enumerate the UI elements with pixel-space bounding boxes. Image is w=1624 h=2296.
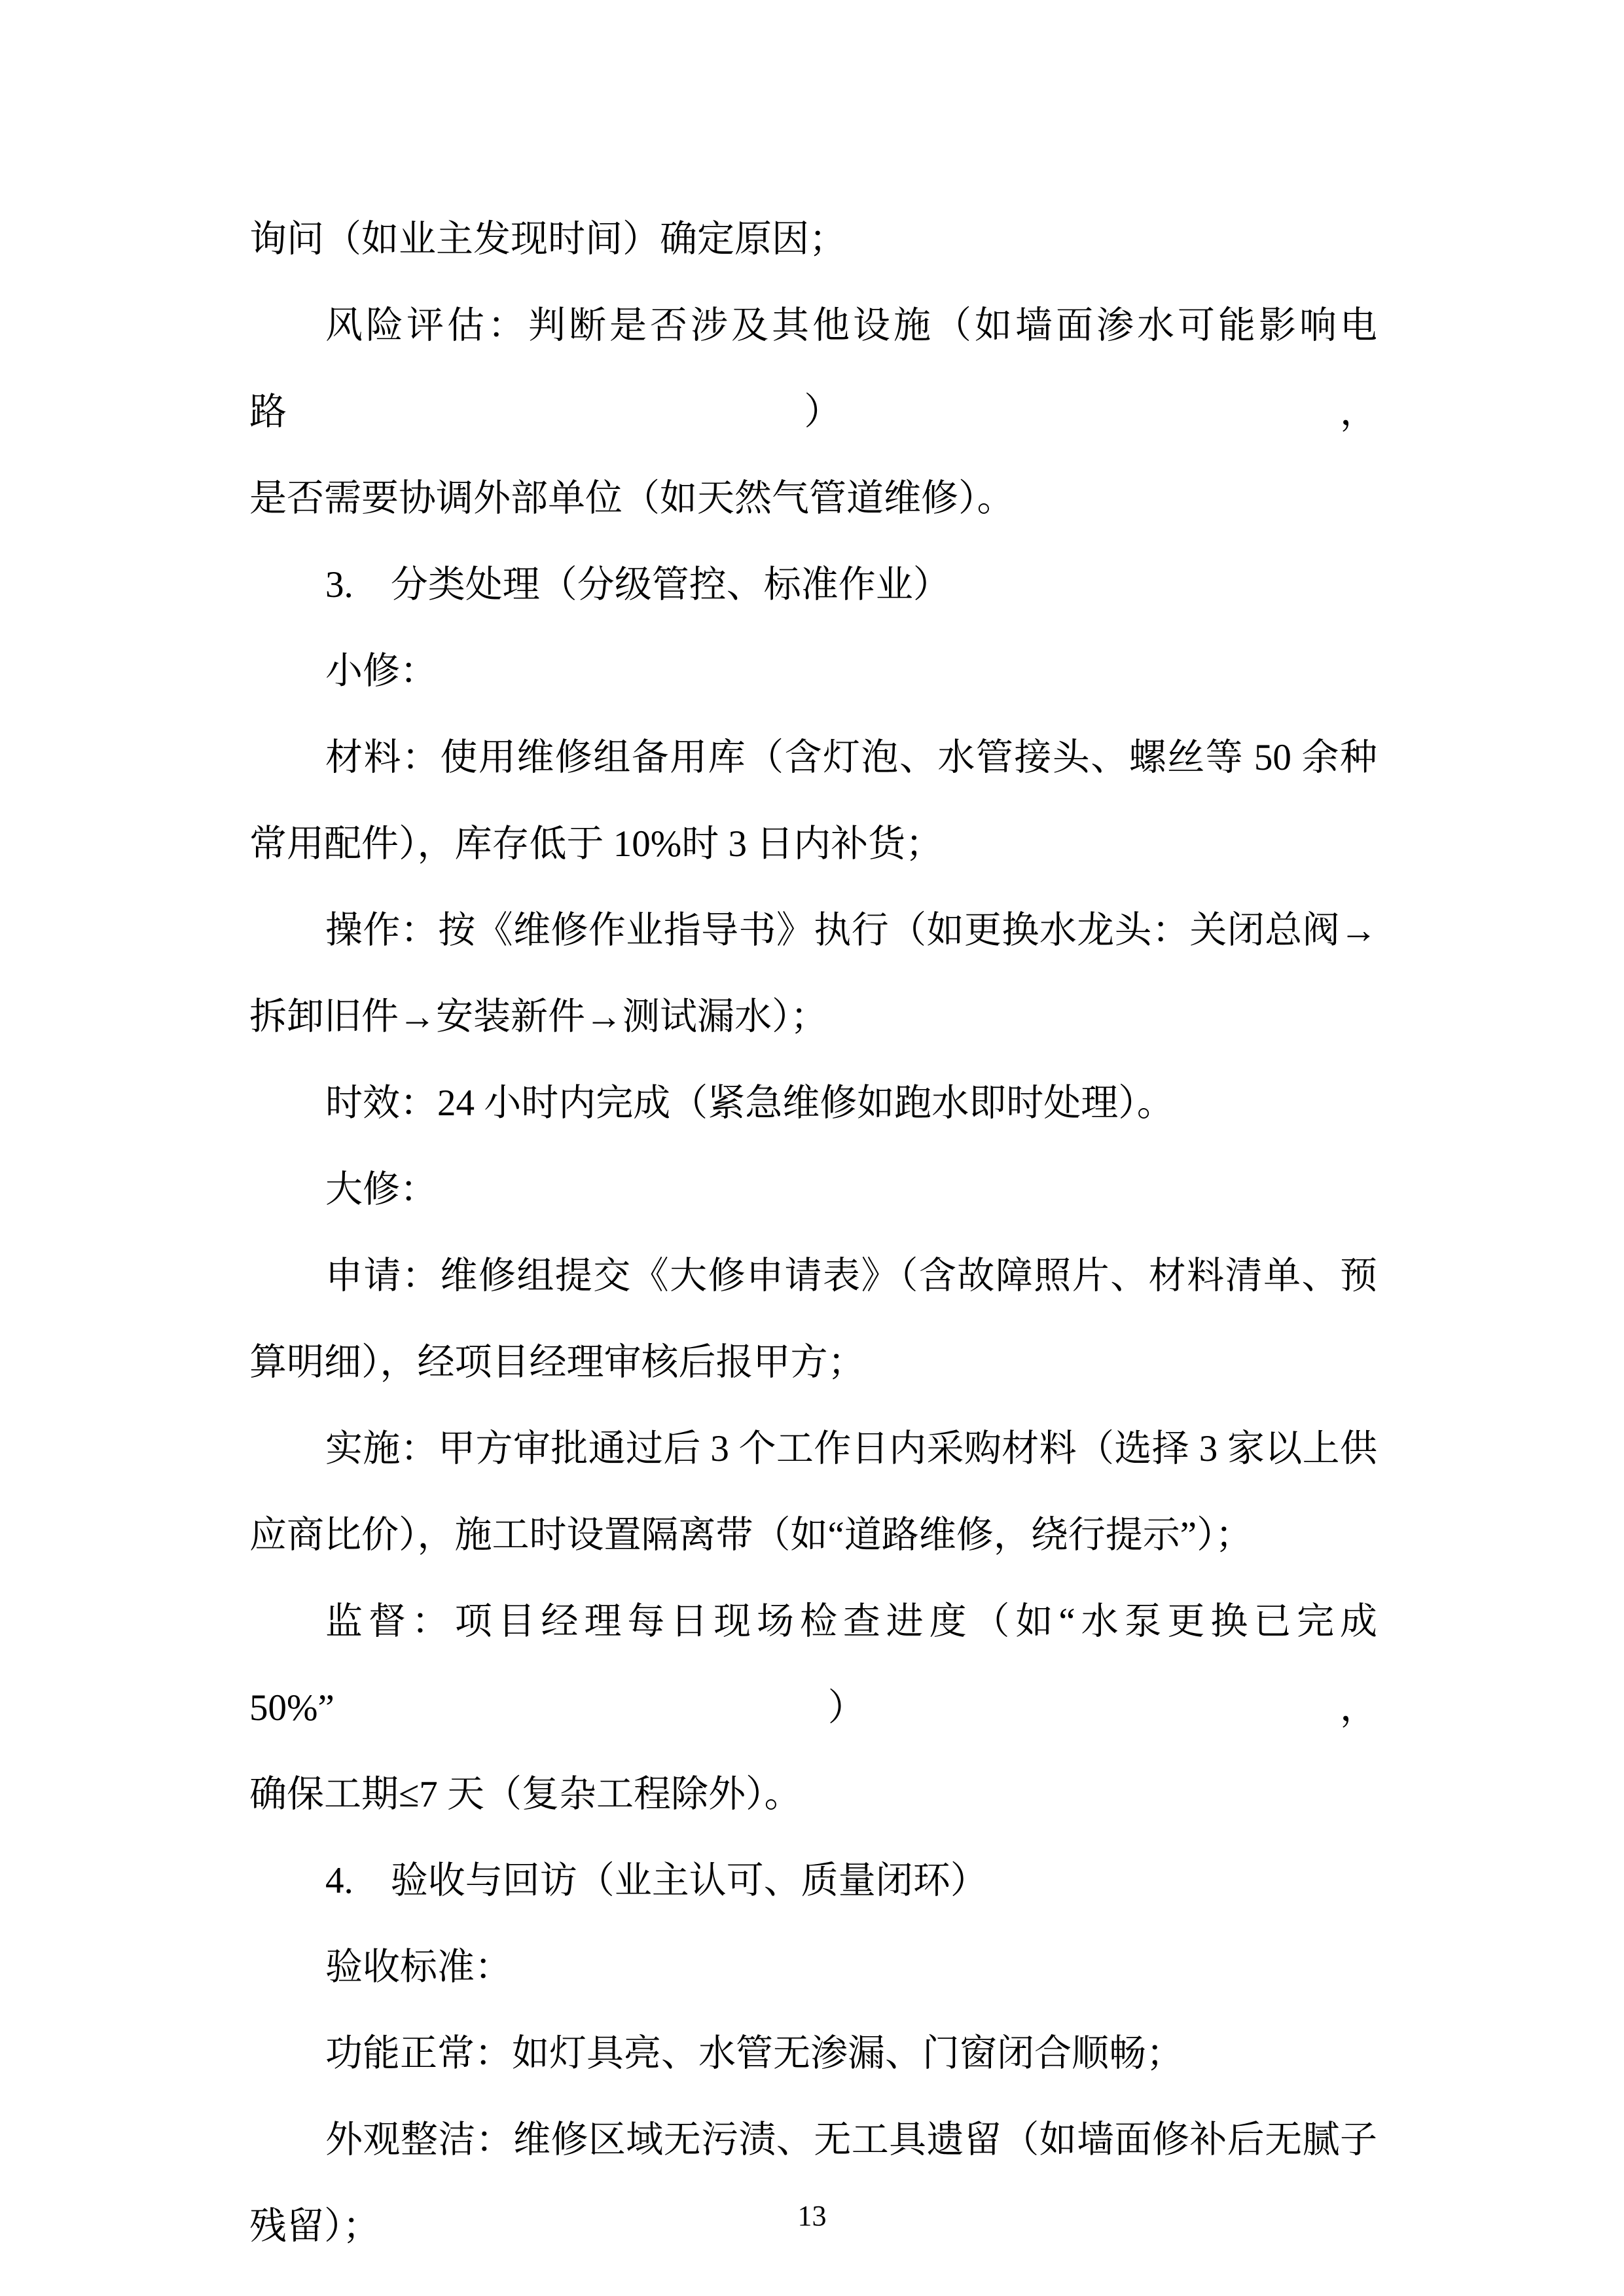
text-line: 大修： xyxy=(325,1169,437,1210)
text-line: 申请：维修组提交《大修申请表》（含故障照片、材料清单、预 xyxy=(325,1255,1377,1297)
text-line: 操作：按《维修作业指导书》执行（如更换水龙头：关闭总阀→ xyxy=(325,910,1377,951)
text-line: 材料：使用维修组备用库（含灯泡、水管接头、螺丝等 50 余种 xyxy=(325,737,1377,778)
text-line: 是否需要协调外部单位（如天然气管道维修）。 xyxy=(249,478,1015,519)
text-line: 3. 分类处理（分级管控、标准作业） xyxy=(325,564,950,605)
text-line: 算明细），经项目经理审核后报甲方； xyxy=(249,1342,865,1383)
text-line: 应商比价），施工时设置隔离带（如“道路维修，绕行提示”）； xyxy=(249,1515,1253,1556)
text-line: 功能正常：如灯具亮、水管无渗漏、门窗闭合顺畅； xyxy=(325,2033,1183,2074)
text-line: 询问（如业主发现时间）确定原因； xyxy=(249,219,846,260)
text-line: 监督：项目经理每日现场检查进度（如“水泵更换已完成 50%”）， xyxy=(249,1601,1387,1729)
text-line: 小修： xyxy=(325,651,437,692)
text-line: 4. 验收与回访（业主认可、质量闭环） xyxy=(325,1860,988,1901)
text-line: 常用配件），库存低于 10%时 3 日内补货； xyxy=(249,823,943,865)
text-line: 拆卸旧件→安装新件→测试漏水）； xyxy=(249,996,828,1037)
text-line: 实施：甲方审批通过后 3 个工作日内采购材料（选择 3 家以上供 xyxy=(325,1428,1377,1469)
text-line: 外观整洁：维修区域无污渍、无工具遗留（如墙面修补后无腻子 xyxy=(325,2119,1377,2161)
text-line: 验收标准： xyxy=(325,1946,512,1988)
text-line: 时效：24 小时内完成（紧急维修如跑水即时处理）。 xyxy=(325,1083,1174,1124)
page-number: 13 xyxy=(797,2200,827,2232)
text-line: 确保工期≤7 天（复杂工程除外）。 xyxy=(249,1774,802,1815)
document-body xyxy=(249,196,1387,2270)
text-line: 残留）； xyxy=(249,2206,380,2247)
text-line: 风险评估：判断是否涉及其他设施（如墙面渗水可能影响电路）， xyxy=(249,305,1377,433)
